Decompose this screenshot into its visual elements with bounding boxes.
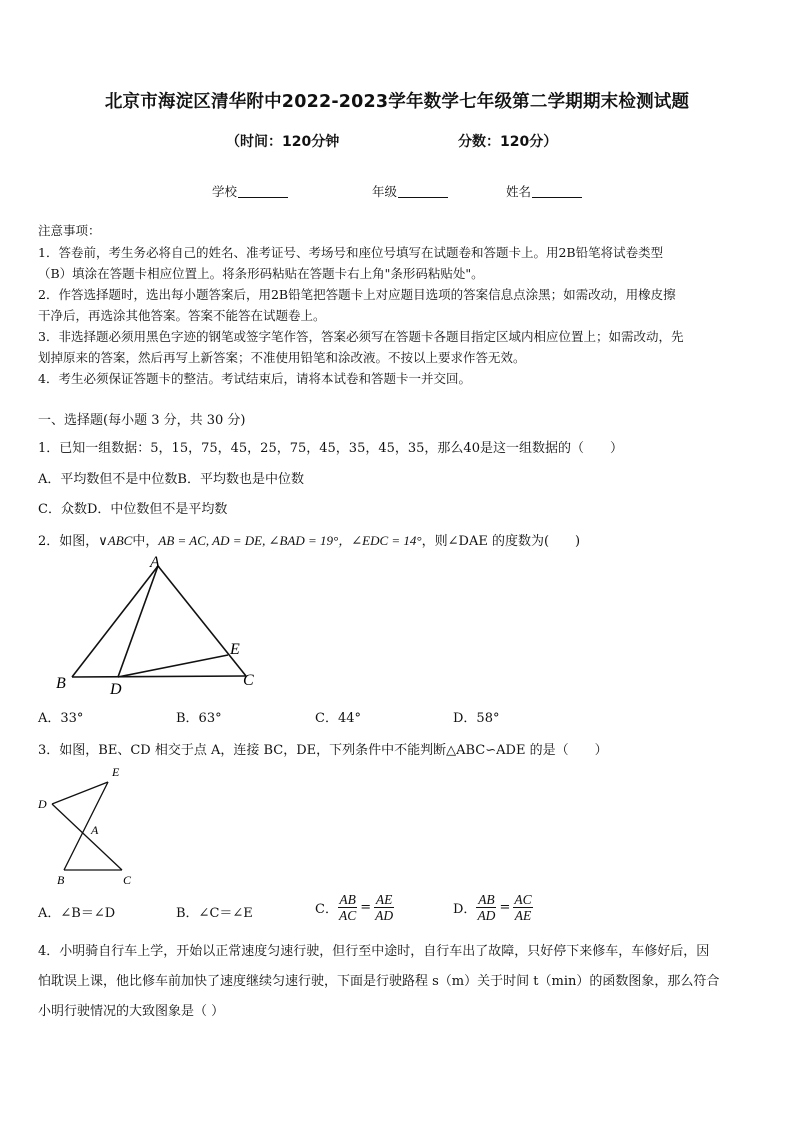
note-line: 2．作答选择题时，选出每小题答案后，用2B铅笔把答题卡上对应题目选项的答案信息点涂黑；如需改动，用橡皮擦 [38,287,676,302]
note-line: 3．非选择题必须用黑色字迹的钢笔或签字笔作答，答案必须写在答题卡各题目指定区域内相应位置上；如需改动，先 [38,329,684,344]
question-4-line: 4．小明骑自行车上学，开始以正常速度匀速行驶，但行至中途时，自行车出了故障，只好停下来修车，车修好后，因 [38,944,710,959]
school-field [212,182,288,200]
option-c-label: C． [315,902,338,917]
q2-condition: AB = AC, AD = DE, ∠BAD = 19° [158,533,339,548]
note-line: 干净后，再选涂其他答案。答案不能答在试题卷上。 [38,308,326,323]
question-1-stem: 1．已知一组数据：5，15，75，45，25，75，45，35，45，35，那么40是这一组数据的（ ） [38,441,623,456]
question-2-option-d: D．58° [453,711,500,726]
fraction [374,892,394,923]
q2-triangle-figure [40,552,280,702]
q2-suffix: ，则∠DAE 的度数为( ) [421,534,581,549]
section-heading: 一、选择题(每小题 3 分，共 30 分) [38,413,246,428]
question-1-options-ab: A．平均数但不是中位数B．平均数也是中位数 [38,472,304,487]
segment-ab [72,566,158,677]
numerator: AB [339,892,356,907]
label-b: B [57,873,65,887]
question-2-option-a: A．33° [38,711,84,726]
label-c: C [123,873,132,887]
question-4-line: 小明行驶情况的大致图象是（ ） [38,1004,225,1019]
segment-de [52,782,108,804]
question-2-option-b: B．63° [176,711,222,726]
segment-dc [52,804,122,870]
label-a: A [91,823,99,837]
label-c: C [243,672,254,689]
q2-condition-2: ，∠EDC = 14° [338,533,422,548]
name-blank [532,185,582,198]
page-title: 北京市海淀区清华附中2022-2023学年数学七年级第二学期期末检测试题 [104,92,690,112]
notes-heading: 注意事项： [38,223,101,238]
equals-sign: = [499,900,511,915]
question-3-option-a: A．∠B＝∠D [38,906,116,921]
question-2-stem [38,530,580,549]
fraction [476,892,496,923]
q2-prefix: 2．如图， [38,534,99,549]
denominator: AD [477,908,496,923]
question-1-options-cd: C．众数D．中位数但不是平均数 [38,502,228,517]
segment-de [118,655,228,677]
equals-sign: = [360,900,372,915]
segment-bc [72,676,246,677]
q3-figure [34,762,144,890]
fraction [513,892,532,923]
denominator: AC [338,908,357,923]
question-3-stem: 3．如图，BE、CD 相交于点 A，连接 BC，DE，下列条件中不能判断△ABC∽ADE 的是（ ） [38,743,608,758]
school-blank [238,185,288,198]
numerator: AB [478,892,495,907]
name-field [506,182,582,200]
exam-score: 分数：120分） [458,134,558,150]
label-b: B [56,675,66,692]
school-label: 学校 [212,184,238,199]
grade-blank [398,185,448,198]
exam-time: （时间：120分钟 [226,134,340,150]
grade-label: 年级 [372,184,398,199]
denominator: AE [514,908,532,923]
label-d: D [110,681,122,698]
name-label: 姓名 [506,184,532,199]
note-line: （B）填涂在答题卡相应位置上。将条形码粘贴在答题卡右上角"条形码粘贴处"。 [38,266,484,281]
grade-field [372,182,448,200]
note-line: 1．答卷前，考生务必将自己的姓名、准考证号、考场号和座位号填写在试题卷和答题卡上。用2B铅笔将试卷类型 [38,245,664,260]
label-e: E [112,765,120,779]
question-4-line: 怕耽误上课，他比修车前加快了速度继续匀速行驶，下面是行驶路程 s（m）关于时间 t（min）的函数图象，那么符合 [38,974,720,989]
segment-eb [64,782,108,870]
numerator: AE [375,892,393,907]
question-3-option-b: B．∠C＝∠E [176,906,253,921]
question-3-option-c [315,892,394,923]
q2-triangle: ∨ABC [98,533,133,548]
label-a: A [150,554,160,571]
label-d: D [38,797,47,811]
denominator: AD [375,908,394,923]
question-2-option-c: C．44° [315,711,361,726]
q2-mid: 中， [132,534,159,549]
question-3-option-d [453,892,533,923]
segment-ad [118,566,158,677]
label-e: E [230,641,240,658]
numerator: AC [514,892,532,907]
fraction [338,892,357,923]
note-line: 划掉原来的答案，然后再写上新答案；不准使用铅笔和涂改液。不按以上要求作答无效。 [38,350,526,365]
note-line: 4．考生必须保证答题卡的整洁。考试结束后，请将本试卷和答题卡一并交回。 [38,371,471,386]
option-d-label: D． [453,902,477,917]
